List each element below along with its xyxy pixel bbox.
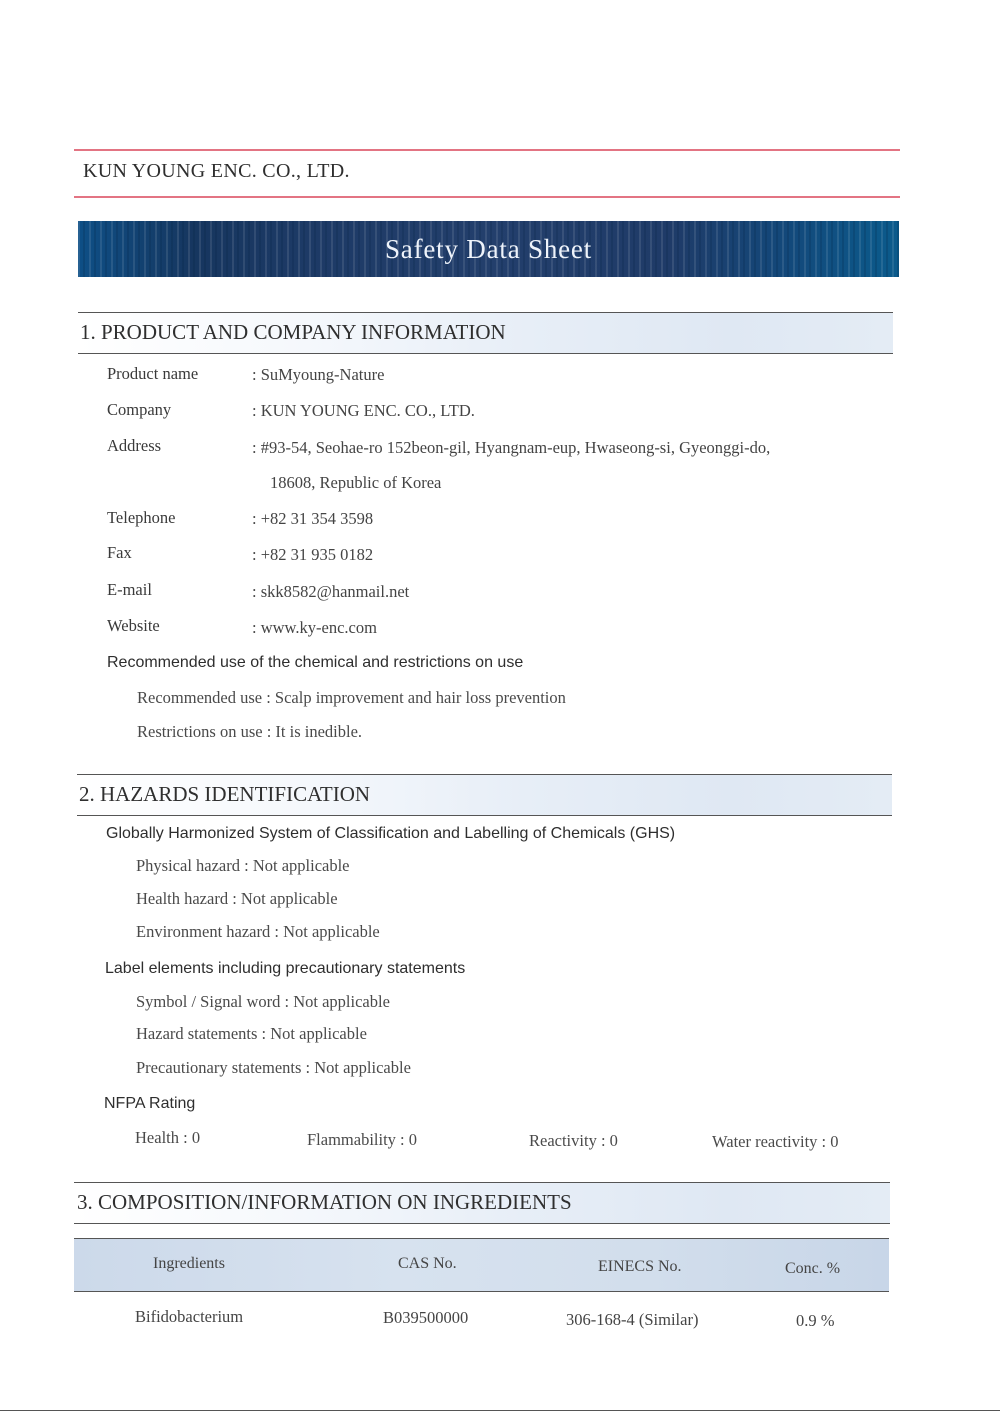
ingredient-cas: B039500000	[383, 1308, 469, 1327]
website-value: : www.ky-enc.com	[252, 618, 377, 637]
health-hazard: Health hazard : Not applicable	[136, 889, 338, 908]
column-header-conc: Conc. %	[785, 1260, 841, 1277]
hazard-statements: Hazard statements : Not applicable	[136, 1024, 367, 1043]
column-header-ingredients: Ingredients	[153, 1255, 225, 1272]
address-value: : #93-54, Seohae-ro 152beon-gil, Hyangnam-eup, Hwaseong-si, Gyeonggi-do,	[252, 438, 771, 457]
ingredient-einecs: 306-168-4 (Similar)	[566, 1310, 699, 1329]
product-name-value: : SuMyoung-Nature	[252, 365, 385, 384]
ingredients-table-header	[74, 1238, 889, 1292]
recommended-use-heading: Recommended use of the chemical and restrictions on use	[107, 654, 524, 671]
bottom-rule	[0, 1410, 1000, 1411]
environment-hazard: Environment hazard : Not applicable	[136, 922, 380, 941]
company-name: KUN YOUNG ENC. CO., LTD.	[83, 160, 350, 182]
label-elements-heading: Label elements including precautionary statements	[105, 960, 466, 977]
address-value-line2: 18608, Republic of Korea	[270, 473, 442, 492]
physical-hazard: Physical hazard : Not applicable	[136, 856, 350, 875]
section-2-header	[77, 774, 892, 816]
ingredient-conc: 0.9 %	[796, 1311, 835, 1330]
telephone-label: Telephone	[107, 508, 176, 527]
company-label: Company	[107, 400, 172, 419]
section-3-title: 3. COMPOSITION/INFORMATION ON INGREDIENTS	[77, 1190, 572, 1214]
section-2-title: 2. HAZARDS IDENTIFICATION	[79, 782, 371, 806]
nfpa-reactivity: Reactivity : 0	[529, 1131, 618, 1150]
document-banner: Safety Data Sheet	[78, 221, 899, 277]
email-value: : skk8582@hanmail.net	[252, 582, 410, 601]
precautionary-statements: Precautionary statements : Not applicable	[136, 1058, 411, 1077]
fax-value: : +82 31 935 0182	[252, 545, 374, 564]
ingredient-name: Bifidobacterium	[135, 1307, 244, 1326]
fax-label: Fax	[107, 543, 132, 562]
product-name-label: Product name	[107, 364, 199, 383]
website-label: Website	[107, 616, 160, 635]
email-label: E-mail	[107, 580, 152, 599]
section-1-title: 1. PRODUCT AND COMPANY INFORMATION	[80, 320, 506, 344]
nfpa-water-reactivity: Water reactivity : 0	[712, 1132, 839, 1151]
header-rule	[74, 196, 900, 198]
section-3-header	[74, 1182, 890, 1224]
recommended-use: Recommended use : Scalp improvement and hair loss prevention	[137, 688, 566, 707]
column-header-cas: CAS No.	[398, 1255, 457, 1272]
restrictions-on-use: Restrictions on use : It is inedible.	[137, 722, 363, 741]
address-label: Address	[107, 436, 162, 455]
section-1-header	[78, 312, 893, 354]
symbol-signal-word: Symbol / Signal word : Not applicable	[136, 992, 390, 1011]
ghs-heading: Globally Harmonized System of Classification and Labelling of Chemicals (GHS)	[106, 825, 676, 842]
nfpa-health: Health : 0	[135, 1128, 201, 1147]
telephone-value: : +82 31 354 3598	[252, 509, 374, 528]
top-rule	[74, 149, 900, 151]
nfpa-flammability: Flammability : 0	[307, 1130, 417, 1149]
nfpa-heading: NFPA Rating	[104, 1095, 196, 1112]
column-header-einecs: EINECS No.	[598, 1258, 682, 1275]
company-value: : KUN YOUNG ENC. CO., LTD.	[252, 401, 475, 420]
